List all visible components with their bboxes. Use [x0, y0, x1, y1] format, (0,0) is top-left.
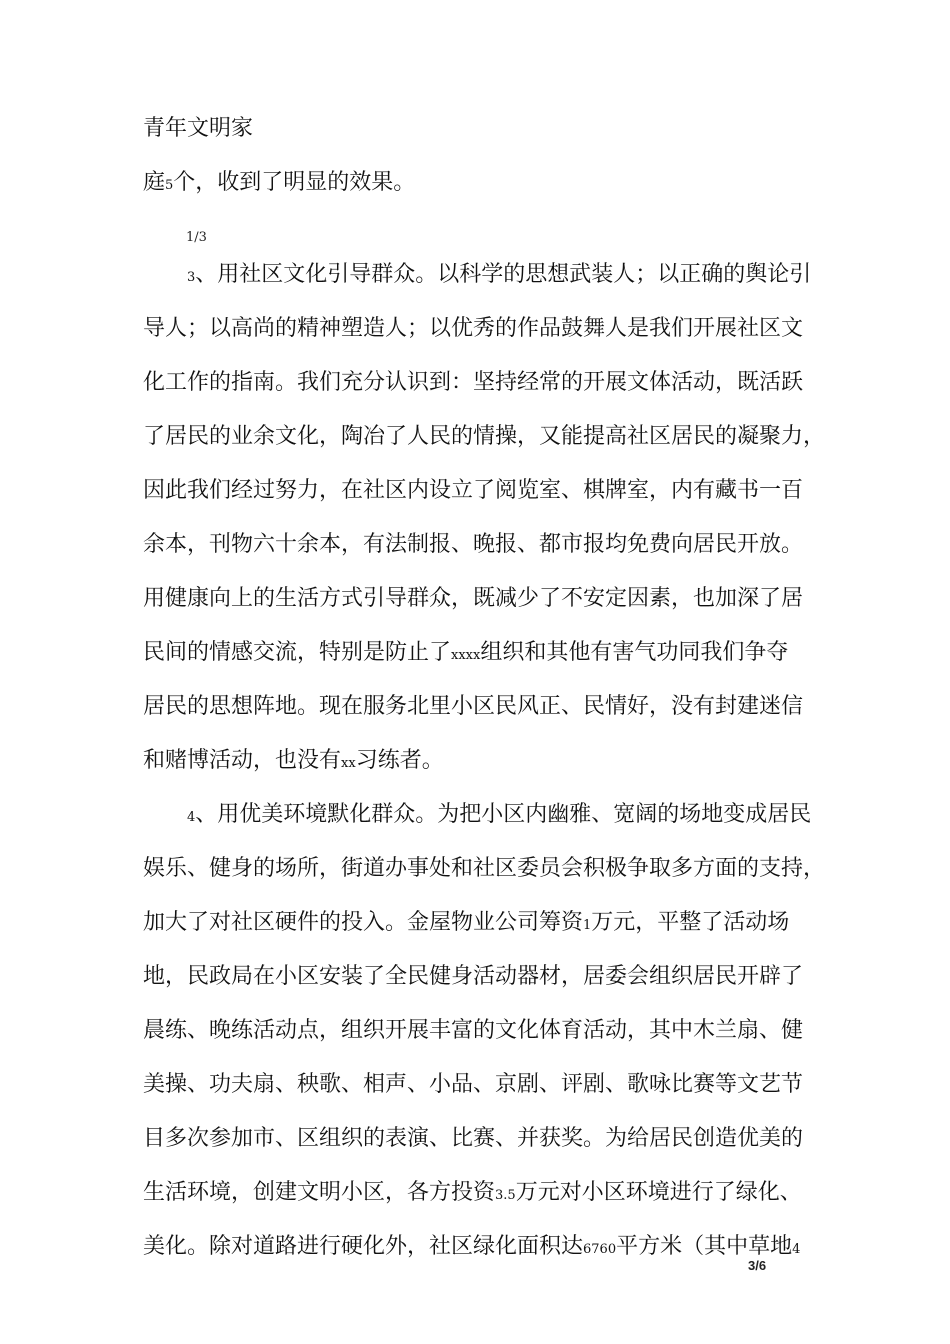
text-line-18: [143, 1070, 803, 1100]
text: 习练者。: [355, 748, 444, 773]
text: 因此我们经过努力，在社区内设立了阅览室、棋牌室，内有藏书一百: [143, 478, 804, 503]
redacted-text: xx: [341, 756, 356, 771]
text-line-3: [187, 260, 811, 293]
section-marker: 1/3: [186, 230, 207, 245]
number: 3.5: [495, 1188, 516, 1203]
text: 地，民政局在小区安装了全民健身活动器材，居委会组织居民开辟了: [143, 964, 804, 989]
text: 青年文明家: [143, 116, 254, 141]
text-line-8: [143, 530, 803, 560]
page-number: 3/6: [748, 1258, 767, 1273]
text: 平方米（其中草地: [616, 1234, 793, 1259]
text: 个，收到了明显的效果。: [173, 170, 416, 195]
number: 5: [165, 178, 174, 193]
text-line-10: [143, 638, 788, 671]
number: 1: [583, 918, 592, 933]
text-line-12: [143, 746, 444, 779]
text-line-11: [143, 692, 803, 722]
text: 万元对小区环境进行了绿化、: [515, 1180, 802, 1205]
text: 余本，刊物六十余本，有法制报、晚报、都市报均免费向居民开放。: [143, 532, 804, 557]
text: 导人；以高尚的精神塑造人；以优秀的作品鼓舞人是我们开展社区文: [143, 316, 804, 341]
text: 目多次参加市、区组织的表演、比赛、并获奖。为给居民创造优美的: [143, 1126, 804, 1151]
text: 用健康向上的生活方式引导群众，既减少了不安定因素，也加深了居: [143, 586, 804, 611]
number: 6760: [583, 1242, 617, 1257]
text: 化工作的指南。我们充分认识到：坚持经常的开展文体活动，既活跃: [143, 370, 804, 395]
item-number: 4: [187, 810, 196, 825]
text: 加大了对社区硬件的投入。金屋物业公司筹资: [143, 910, 584, 935]
text-line-16: [143, 962, 803, 992]
number: 4: [792, 1242, 801, 1257]
text-line-17: [143, 1016, 803, 1046]
text-line-15: [143, 908, 789, 941]
redacted-text: xxxx: [451, 648, 481, 663]
text-line-19: [143, 1124, 803, 1154]
text-line-14: [143, 854, 825, 884]
text-line-9: [143, 584, 803, 614]
text: 美操、功夫扇、秧歌、相声、小品、京剧、评剧、歌咏比赛等文艺节: [143, 1072, 804, 1097]
text: 、用社区文化引导群众。以科学的思想武装人；以正确的舆论引: [195, 262, 812, 287]
text: 居民的思想阵地。现在服务北里小区民风正、民情好，没有封建迷信: [143, 694, 804, 719]
text-line-21: [143, 1232, 800, 1265]
text: 庭: [143, 170, 166, 195]
text-line-1: [143, 114, 253, 144]
text: 生活环境，创建文明小区，各方投资: [143, 1180, 496, 1205]
text: 了居民的业余文化，陶冶了人民的情操，又能提高社区居民的凝聚力，: [143, 424, 826, 449]
text: 和赌博活动，也没有: [143, 748, 342, 773]
text-line-7: [143, 476, 803, 506]
text-line-4: [143, 314, 803, 344]
text: 万元，平整了活动场: [591, 910, 790, 935]
text: 组织和其他有害气功同我们争夺: [480, 640, 789, 665]
text-line-2: [143, 168, 415, 201]
item-number: 3: [187, 270, 196, 285]
text: 民间的情感交流，特别是防止了: [143, 640, 452, 665]
text: 美化。除对道路进行硬化外，社区绿化面积达: [143, 1234, 584, 1259]
text: 、用优美环境默化群众。为把小区内幽雅、宽阔的场地变成居民: [195, 802, 812, 827]
text-line-13: [187, 800, 811, 833]
text: 娱乐、健身的场所，街道办事处和社区委员会积极争取多方面的支持，: [143, 856, 826, 881]
text-line-20: [143, 1178, 802, 1211]
text-line-5: [143, 368, 803, 398]
text-line-6: [143, 422, 825, 452]
text: 晨练、晚练活动点，组织开展丰富的文化体育活动，其中木兰扇、健: [143, 1018, 804, 1043]
